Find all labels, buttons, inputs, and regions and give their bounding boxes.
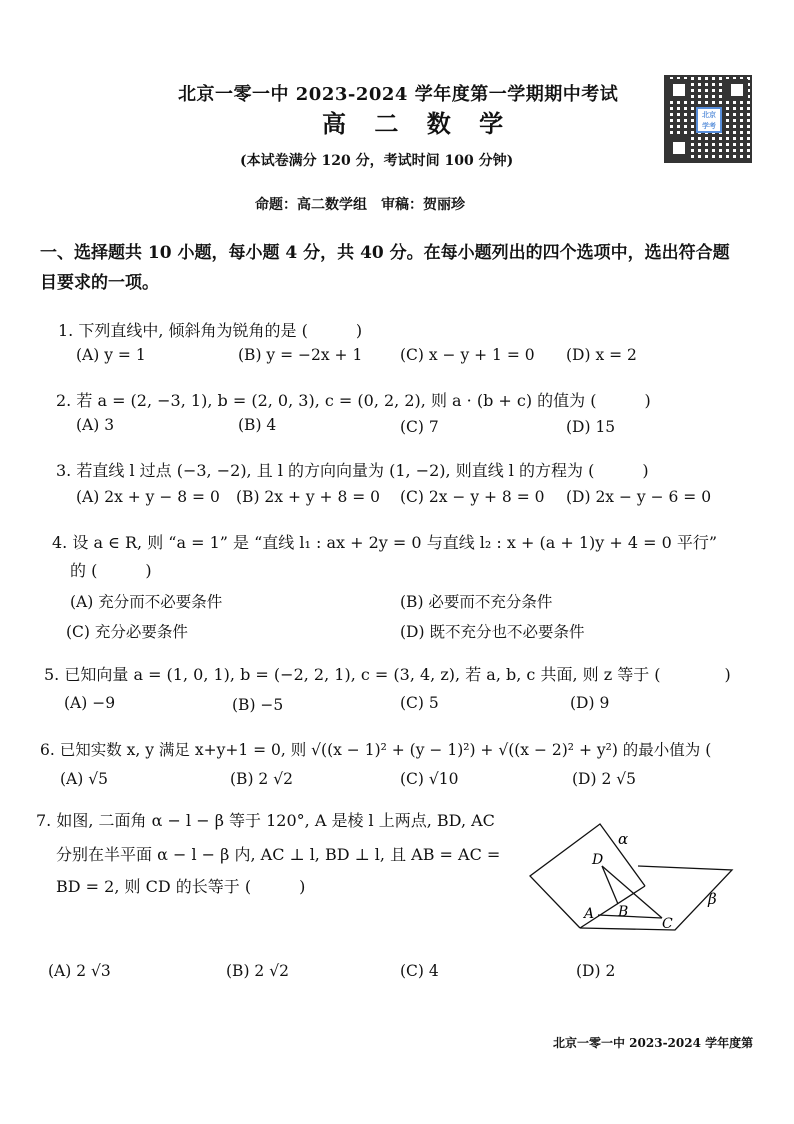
page-footer: 北京一零一中 2023-2024 学年度第 [553, 1036, 754, 1050]
label-c: C [662, 916, 673, 932]
q7-option-c: (C) 4 [400, 962, 439, 980]
q3-option-d: (D) 2x − y − 6 = 0 [566, 488, 712, 506]
q7-option-b: (B) 2 √2 [226, 962, 289, 980]
q5-option-d: (D) 9 [570, 694, 610, 712]
question-3-stem: 3. 若直线 l 过点 (−3, −2), 且 l 的方向向量为 (1, −2), 则直线 l 的方程为 ( ) [56, 461, 649, 480]
subject-title: 高 二 数 学 [322, 109, 514, 138]
q6-option-b: (B) 2 √2 [230, 770, 293, 788]
question-1-stem: 1. 下列直线中, 倾斜角为锐角的是 ( ) [58, 321, 363, 340]
q3-option-b: (B) 2x + y + 8 = 0 [236, 488, 381, 506]
dihedral-angle-figure [520, 818, 750, 948]
exam-title: 北京一零一中 2023-2024 学年度第一学期期中考试 [178, 84, 619, 105]
q7-option-a: (A) 2 √3 [48, 962, 111, 980]
q6-option-a: (A) √5 [60, 770, 108, 788]
q4-option-c: (C) 充分必要条件 [66, 623, 188, 641]
label-alpha: α [618, 830, 629, 848]
q7-option-d: (D) 2 [576, 962, 616, 980]
qr-code [664, 75, 752, 163]
q4-option-a: (A) 充分而不必要条件 [70, 593, 223, 611]
q5-option-a: (A) −9 [64, 694, 116, 712]
question-7-stem-line3: BD = 2, 则 CD 的长等于 ( ) [56, 877, 306, 896]
label-b: B [618, 904, 629, 920]
question-4-stem-cont: 的 ( ) [70, 561, 152, 580]
q2-option-b: (B) 4 [238, 416, 277, 434]
q6-option-d: (D) 2 √5 [572, 770, 636, 788]
q2-option-d: (D) 15 [566, 418, 616, 436]
label-d: D [592, 852, 604, 868]
q1-option-d: (D) x = 2 [566, 346, 637, 364]
q3-option-c: (C) 2x − y + 8 = 0 [400, 488, 545, 506]
question-4-stem: 4. 设 a ∈ R, 则 “a = 1” 是 “直线 l₁ : ax + 2y = 0 与直线 l₂ : x + (a + 1)y + 4 = 0 平行” [52, 533, 718, 552]
label-beta: β [708, 890, 717, 908]
q5-option-c: (C) 5 [400, 694, 439, 712]
q1-option-b: (B) y = −2x + 1 [238, 346, 363, 364]
question-2-stem: 2. 若 a = (2, −3, 1), b = (2, 0, 3), c = (0, 2, 2), 则 a · (b + c) 的值为 ( ) [56, 391, 651, 410]
q3-option-a: (A) 2x + y − 8 = 0 [76, 488, 220, 506]
question-7-stem: 7. 如图, 二面角 α − l − β 等于 120°, A 是棱 l 上两点, BD, AC [36, 811, 495, 830]
question-5-stem: 5. 已知向量 a = (1, 0, 1), b = (−2, 2, 1), c = (3, 4, z), 若 a, b, c 共面, 则 z 等于 ( ) [44, 665, 731, 684]
q2-option-c: (C) 7 [400, 418, 439, 436]
q2-option-a: (A) 3 [76, 416, 115, 434]
q5-option-b: (B) −5 [232, 696, 284, 714]
section-heading: 一、选择题共 10 小题，每小题 4 分，共 40 分。在每小题列出的四个选项中，选出符合题目要求的一项。 [40, 243, 730, 293]
label-a: A [584, 906, 595, 922]
exam-note: (本试卷满分 120 分，考试时间 100 分钟) [240, 153, 514, 169]
question-7-stem-line2: 分别在半平面 α − l − β 内, AC ⊥ l, BD ⊥ l, 且 AB = AC = [56, 845, 501, 864]
q4-option-b: (B) 必要而不充分条件 [400, 593, 553, 611]
q1-option-c: (C) x − y + 1 = 0 [400, 346, 535, 364]
q4-option-d: (D) 既不充分也不必要条件 [400, 623, 585, 641]
qr-badge: 北京 学考 [696, 107, 722, 133]
q6-option-c: (C) √10 [400, 770, 459, 788]
q1-option-a: (A) y = 1 [76, 346, 146, 364]
exam-authors: 命题：高二数学组 审稿：贺丽珍 [255, 197, 465, 213]
question-6-stem: 6. 已知实数 x, y 满足 x+y+1 = 0, 则 √((x − 1)² + (y − 1)²) + √((x − 2)² + y²) 的最小值为 ( [40, 741, 712, 759]
